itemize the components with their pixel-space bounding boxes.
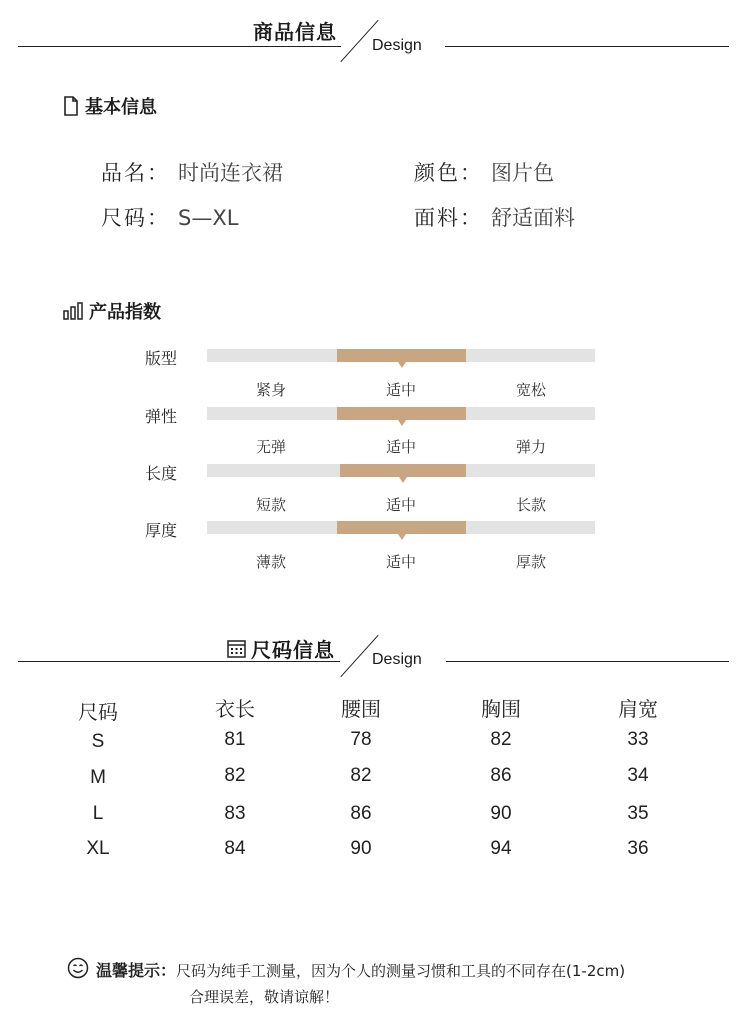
index-option: 弹力 xyxy=(515,438,546,456)
document-icon xyxy=(63,96,79,116)
index-row-name: 弹性 xyxy=(145,407,178,426)
info-label: 面料： xyxy=(414,206,483,230)
table-cell: XL xyxy=(86,838,110,859)
table-cell: 84 xyxy=(224,838,246,859)
header-rule-right xyxy=(446,661,729,662)
index-option: 无弹 xyxy=(255,438,286,456)
bar-chart-icon xyxy=(63,302,83,320)
header-rule-left xyxy=(18,46,341,47)
table-header-cell: 衣长 xyxy=(215,697,255,721)
index-option: 适中 xyxy=(385,381,416,399)
index-option: 厚款 xyxy=(515,553,546,571)
tip-line-1 xyxy=(96,958,625,981)
smile-icon xyxy=(67,957,89,979)
product-index-title: 产品指数 xyxy=(89,302,161,323)
table-cell: 36 xyxy=(627,838,649,859)
index-bar-track xyxy=(207,464,595,477)
index-option: 适中 xyxy=(385,496,416,514)
tip-label: 温馨提示： xyxy=(96,961,177,980)
index-bar-fill xyxy=(337,349,466,362)
table-cell: 83 xyxy=(224,803,246,824)
product-info-subtitle: Design xyxy=(372,37,422,54)
calendar-grid-icon xyxy=(227,639,246,658)
info-item-size xyxy=(101,202,238,232)
index-row-name: 厚度 xyxy=(145,521,178,540)
basic-info-heading xyxy=(63,93,157,119)
table-cell: 86 xyxy=(490,765,512,786)
basic-info-title: 基本信息 xyxy=(85,97,157,118)
index-option: 短款 xyxy=(255,496,286,514)
info-value: 时尚连衣裙 xyxy=(178,161,283,185)
table-cell: 35 xyxy=(627,803,649,824)
table-header-cell: 肩宽 xyxy=(618,697,658,721)
info-label: 颜色： xyxy=(414,161,483,185)
index-option: 薄款 xyxy=(255,553,286,571)
table-cell: L xyxy=(92,803,104,824)
info-item-color xyxy=(414,157,554,187)
index-row-name: 版型 xyxy=(145,349,178,368)
table-cell: 34 xyxy=(627,765,649,786)
index-row-name: 长度 xyxy=(145,464,178,483)
tip-text: 尺码为纯手工测量，因为个人的测量习惯和工具的不同存在(1-2cm) xyxy=(176,962,626,980)
table-cell: 86 xyxy=(350,803,372,824)
info-label: 尺码： xyxy=(101,206,170,230)
product-index-heading xyxy=(63,298,161,324)
index-option: 长款 xyxy=(515,496,546,514)
table-cell: 82 xyxy=(224,765,246,786)
table-cell: 82 xyxy=(490,729,512,750)
index-bar-track xyxy=(207,407,595,420)
size-info-subtitle: Design xyxy=(372,651,422,668)
table-cell: 94 xyxy=(490,838,512,859)
index-bar-fill xyxy=(337,407,466,420)
table-cell: M xyxy=(90,767,106,788)
info-item-name xyxy=(101,157,283,187)
table-cell: 33 xyxy=(627,729,649,750)
index-option: 宽松 xyxy=(515,381,546,399)
info-item-fabric xyxy=(414,202,575,232)
size-info-heading xyxy=(227,634,335,663)
info-label: 品名： xyxy=(101,161,170,185)
index-option: 适中 xyxy=(385,438,416,456)
table-header-cell: 尺码 xyxy=(78,700,118,724)
index-bar-fill xyxy=(337,521,466,534)
info-value: 图片色 xyxy=(491,161,554,185)
table-cell: 90 xyxy=(350,838,372,859)
index-bar-track xyxy=(207,349,595,362)
tip-line-2: 合理误差，敬请谅解！ xyxy=(189,988,340,1006)
index-bar-track xyxy=(207,521,595,534)
index-option: 适中 xyxy=(385,553,416,571)
info-value: S—XL xyxy=(178,206,239,230)
index-bar-pointer xyxy=(398,420,406,426)
table-cell: 90 xyxy=(490,803,512,824)
product-info-title: 商品信息 xyxy=(253,20,337,44)
index-option: 紧身 xyxy=(255,381,286,399)
table-cell: S xyxy=(91,731,105,752)
table-header-cell: 腰围 xyxy=(341,697,381,721)
table-header-cell: 胸围 xyxy=(481,697,521,721)
index-bar-pointer xyxy=(398,362,406,368)
header-rule-right xyxy=(445,46,729,47)
table-cell: 81 xyxy=(224,729,246,750)
index-bar-pointer xyxy=(399,477,407,483)
info-value: 舒适面料 xyxy=(491,206,575,230)
size-info-title: 尺码信息 xyxy=(251,638,335,662)
index-bar-fill xyxy=(340,464,466,477)
table-cell: 78 xyxy=(350,729,372,750)
table-cell: 82 xyxy=(350,765,372,786)
index-bar-pointer xyxy=(398,534,406,540)
